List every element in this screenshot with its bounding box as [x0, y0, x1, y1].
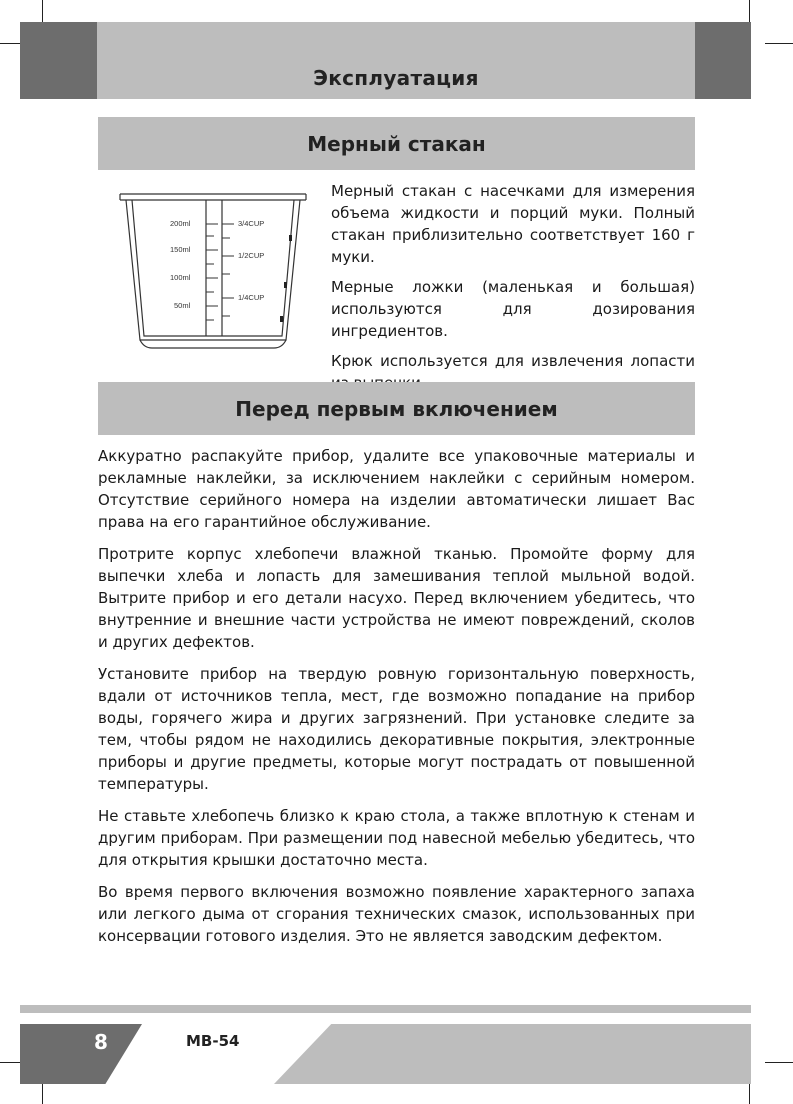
ml-label: 200ml [170, 219, 191, 228]
section-title-measuring-cup: Мерный стакан [98, 117, 695, 170]
crop-mark [749, 1084, 750, 1104]
footer-page-tab [20, 1024, 142, 1084]
measuring-cup-illustration [118, 188, 308, 356]
paragraph: Установите прибор на твердую ровную горизонтальную поверхность, вдали от источников тепла, мест, где возможно попадание на прибор воды, горячего жира и других загрязнений. При установке следите за тем, чтобы рядом не находились декоративные покрытия, электронные приборы и другие предметы, которые могут пострадать от повышенной температуры. [98, 665, 695, 793]
before-first-use-body [98, 445, 695, 957]
cup-label: 1/2CUP [238, 251, 265, 260]
measuring-cup-description [331, 180, 695, 402]
ml-label: 100ml [170, 273, 191, 282]
page-title: Эксплуатация [313, 66, 479, 90]
footer-rule [20, 1005, 751, 1013]
footer-band [274, 1024, 751, 1084]
crop-mark [749, 0, 750, 22]
paragraph: Крюк используется для извлечения лопасти [331, 352, 695, 370]
cup-label: 3/4CUP [238, 219, 265, 228]
header-right-block [695, 22, 751, 99]
section-title-before-first-use: Перед первым включением [98, 382, 695, 435]
cup-label: 1/4CUP [238, 293, 265, 302]
page-number: 8 [94, 1030, 108, 1054]
paragraph: Мерные ложки (маленькая и большая) используются для дозирования ингредиентов. [331, 278, 695, 340]
crop-mark [765, 1062, 793, 1063]
measuring-cup-outline [120, 194, 306, 348]
scale-ticks [206, 224, 234, 320]
crop-mark [0, 43, 22, 44]
header-left-block [20, 22, 97, 99]
ml-label: 50ml [174, 301, 191, 310]
paragraph: Мерный стакан с насечками для измерения объема жидкости и порций муки. Полный стакан приблизительно соответствует 160 г муки. [331, 182, 695, 266]
crop-mark [0, 1062, 22, 1063]
paragraph: Протрите корпус хлебопечи влажной тканью. Промойте форму для выпечки хлеба и лопасть для замешивания теплой мыльной водой. Вытрите прибор и его детали насухо. Перед включением убедитесь, что внутренние и внешние части устройства не имеют повреждений, сколов и других дефектов. [98, 545, 695, 651]
paragraph: Не ставьте хлебопечь близко к краю стола, а также вплотную к стенам и другим приборам. При размещении под навесной мебелью убедитесь, что для открытия крышки достаточно места. [98, 807, 695, 869]
crop-mark [42, 1084, 43, 1104]
paragraph: Во время первого включения возможно появление характерного запаха или легкого дыма от сгорания технических смазок, использованных при консервации готового изделия. Это не является заводским дефектом. [98, 883, 695, 945]
paragraph: Аккуратно распакуйте прибор, удалите все упаковочные материалы и рекламные наклейки, за исключением наклейки с серийным номером. Отсутствие серийного номера на изделии автоматически лишает Вас права на его гарантийное обслуживание. [98, 447, 695, 531]
ml-label: 150ml [170, 245, 191, 254]
crop-mark [765, 43, 793, 44]
model-name: MB-54 [186, 1032, 240, 1050]
crop-mark [42, 0, 43, 22]
